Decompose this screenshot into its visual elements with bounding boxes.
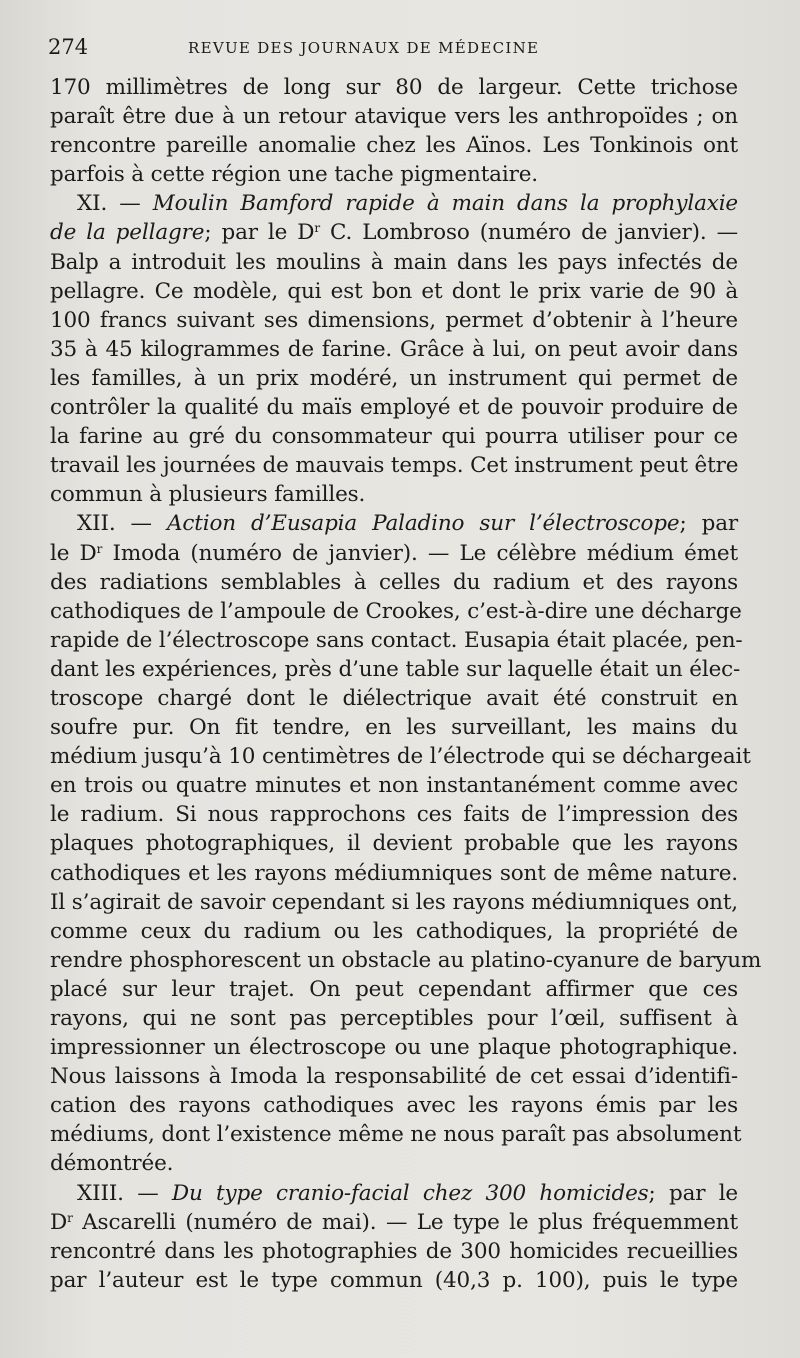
text-line: impressionner un électroscope ou une plaque photographique.	[50, 1035, 738, 1061]
section-number: XI. —	[77, 191, 141, 217]
section-number: XIII. —	[77, 1180, 159, 1206]
article-title: Du type cranio-facial chez 300 homicides	[171, 1180, 649, 1206]
text-line: soufre pur. On fit tendre, en les surveillant, les mains du	[50, 715, 738, 741]
section-xii-heading: XII. — Action d’Eusapia Paladino sur l’électroscope; par	[77, 511, 739, 537]
text-line: 100 francs suivant ses dimensions, permet d’obtenir à l’heure	[50, 307, 738, 333]
text-line: parfois à cette région une tache pigmentaire.	[50, 162, 538, 188]
page-number: 274	[48, 35, 89, 59]
text-line: Nous laissons à Imoda la responsabilité de cet essai d’identifi-	[50, 1064, 738, 1090]
text-line: rencontre pareille anomalie chez les Aïnos. Les Tonkinois ont	[50, 133, 738, 159]
section-xi-byline: de la pellagre; par le $D^r$ C. Lombroso (numéro de janvier). —	[50, 220, 738, 246]
text-line: la farine au gré du consommateur qui pourra utiliser pour ce	[50, 424, 738, 450]
text-line: médiums, dont l’existence même ne nous paraît pas absolument	[50, 1122, 742, 1148]
text-line: contrôler la qualité du maïs employé et de pouvoir produire de	[50, 395, 738, 421]
text-line: paraît être due à un retour atavique vers les anthropoïdes ; on	[50, 104, 738, 130]
article-title-cont: de la pellagre	[50, 220, 205, 246]
text-line: cathodiques et les rayons médiumniques sont de même nature.	[50, 860, 738, 886]
section-number: XII. —	[77, 511, 152, 537]
body-text	[50, 73, 762, 1295]
text-line: 170 millimètres de long sur 80 de largeur. Cette trichose	[50, 75, 738, 100]
text-line: dant les expériences, près d’une table sur laquelle était un élec-	[50, 656, 741, 682]
text-line: les familles, à un prix modéré, un instrument qui permet de	[50, 365, 738, 391]
text-line: pellagre. Ce modèle, qui est bon et dont le prix varie de 90 à	[50, 278, 738, 304]
text-line: plaques photographiques, il devient probable que les rayons	[50, 831, 738, 857]
section-xiii-heading: XIII. — Du type cranio-facial chez 300 homicides; par le	[77, 1180, 739, 1206]
text-line: par l’auteur est le type commun (40,3 p. 100), puis le type	[50, 1267, 738, 1293]
text-line: Balp a introduit les moulins à main dans les pays infectés de	[50, 249, 738, 275]
article-title: Action d’Eusapia Paladino sur l’électroscope	[166, 511, 680, 537]
text-line: Il s’agirait de savoir cependant si les rayons médiumniques ont,	[50, 889, 738, 915]
text-line: en trois ou quatre minutes et non instantanément comme avec	[50, 773, 738, 799]
section-xi-heading	[50, 189, 738, 218]
text-line: rendre phosphorescent un obstacle au platino-cyanure de baryum	[50, 947, 762, 973]
text-line: commun à plusieurs familles.	[50, 482, 366, 508]
page-header	[48, 34, 738, 62]
text-line: comme ceux du radium ou les cathodiques, la propriété de	[50, 918, 738, 944]
text-line: rayons, qui ne sont pas perceptibles pour l’œil, suffisent à	[50, 1006, 738, 1031]
text-line: le radium. Si nous rapprochons ces faits de l’impression des	[50, 802, 738, 828]
text-line: cathodiques de l’ampoule de Crookes, c’est-à-dire une décharge	[50, 598, 742, 624]
text-line: démontrée.	[50, 1151, 174, 1177]
text-line: travail les journées de mauvais temps. Cet instrument peut être	[50, 453, 739, 479]
article-author: C. Lombroso (numéro de janvier). —	[319, 220, 738, 246]
text-line: rencontré dans les photographies de 300 homicides recueillies	[50, 1238, 738, 1264]
article-title: Moulin Bamford rapide à main dans la prophylaxie	[152, 191, 739, 217]
text-line: placé sur leur trajet. On peut cependant affirmer que ces	[50, 976, 738, 1002]
text-line: rapide de l’électroscope sans contact. Eusapia était placée, pen-	[50, 627, 743, 653]
section-xiii-byline: $D^r$ Ascarelli (numéro de mai). — Le type le plus fréquemment	[50, 1209, 738, 1235]
text-line: médium jusqu’à 10 centimètres de l’électrode qui se déchargeait	[50, 744, 751, 770]
section-xii-byline: le $D^r$ Imoda (numéro de janvier). — Le célèbre médium émet	[50, 540, 738, 566]
text-line: cation des rayons cathodiques avec les rayons émis par les	[50, 1093, 738, 1119]
text-line: des radiations semblables à celles du radium et des rayons	[50, 569, 738, 595]
text-line: troscope chargé dont le diélectrique avait été construit en	[50, 685, 738, 711]
text-line: 35 à 45 kilogrammes de farine. Grâce à lui, on peut avoir dans	[50, 336, 738, 362]
running-head: REVUE DES JOURNAUX DE MÉDECINE	[188, 39, 540, 57]
